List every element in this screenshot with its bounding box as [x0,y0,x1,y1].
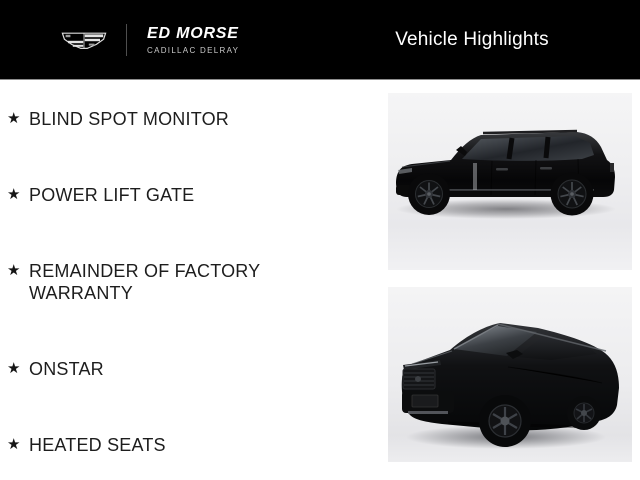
highlight-label: POWER LIFT GATE [29,185,195,205]
highlight-item [7,108,347,130]
star-bullet-icon: ★ [7,360,21,377]
dealer-brand-lockup [60,0,239,80]
brand-divider [126,24,127,56]
highlight-label: HEATED SEATS [29,435,166,455]
highlight-label: BLIND SPOT MONITOR [29,109,229,129]
star-bullet-icon: ★ [7,436,21,453]
star-bullet-icon: ★ [7,262,21,279]
dealer-subtitle: CADILLAC DELRAY [147,46,240,55]
highlight-label: ONSTAR [29,359,104,379]
header-bar [0,0,640,80]
dealer-name-block [147,25,239,55]
highlight-item [7,358,347,380]
highlight-item [7,434,347,456]
dealer-name: ED MORSE [147,25,239,42]
vehicle-photo-front-quarter [388,287,632,462]
highlight-item [7,184,347,206]
star-bullet-icon: ★ [7,110,21,127]
highlight-item [7,260,347,304]
suv-side-illustration [388,93,632,270]
highlight-label: REMAINDER OF FACTORY WARRANTY [29,261,261,303]
page-title: Vehicle Highlights [395,29,549,50]
suv-front-illustration [388,287,632,462]
vehicle-photo-side-profile [388,93,632,270]
star-bullet-icon: ★ [7,186,21,203]
cadillac-crest-logo-icon [60,27,108,53]
highlights-list [7,108,347,456]
